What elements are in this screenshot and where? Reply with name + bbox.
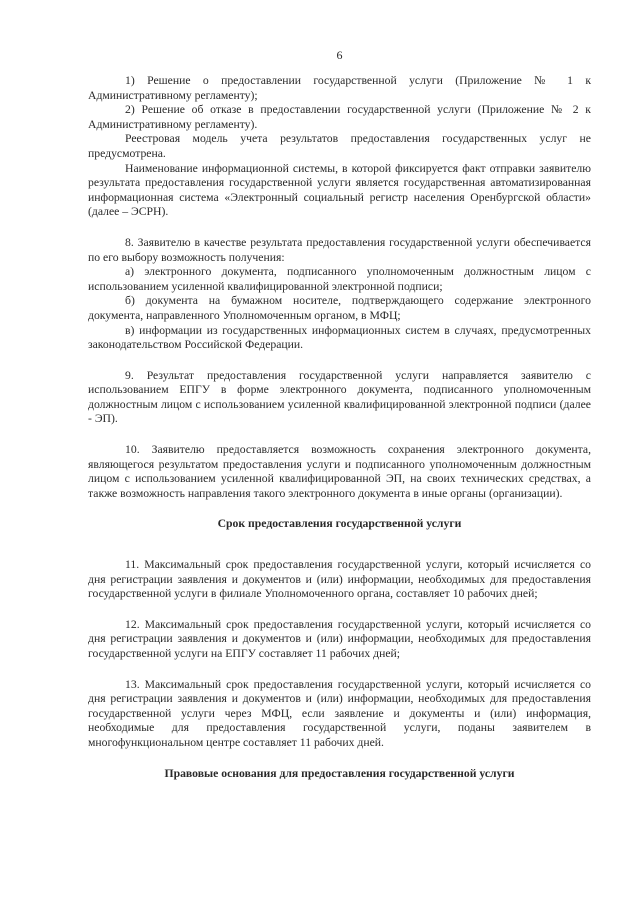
paragraph-8v: в) информации из государственных информационных систем в случаях, предусмотренных законодательством Российской Федерации.: [88, 323, 591, 352]
paragraph-9: 9. Результат предоставления государственной услуги направляется заявителю с использованием ЕПГУ в форме электронного документа, подписанного уполномоченным должностным лицом с использованием усиленной квалифицированной электронной подписи (далее - ЭП).: [88, 368, 591, 426]
paragraph-8: 8. Заявителю в качестве результата предоставления государственной услуги обеспечивается по его выбору возможность получения:: [88, 235, 591, 264]
paragraph-registry-model: Реестровая модель учета результатов предоставления государственных услуг не предусмотрена.: [88, 132, 591, 160]
paragraph-decision-refusal: 2) Решение об отказе в предоставлении государственной услуги (Приложение № 2 к Административному регламенту).: [88, 103, 591, 131]
paragraph-12: 12. Максимальный срок предоставления государственной услуги, который исчисляется со дня регистрации заявления и документов и (или) информации, необходимых для предоставления государственной услуги на ЕПГУ составляет 11 рабочих дней;: [88, 617, 591, 660]
section-heading-term: Срок предоставления государственной услуги: [217, 517, 462, 531]
page-number: 6: [336, 48, 343, 62]
paragraph-10: 10. Заявителю предоставляется возможность сохранения электронного документа, являющегося результатом предоставления услуги и подписанного уполномоченным должностным лицом с использованием усиленной квалифицированной ЭП, на своих технических средствах, а также возможность направления такого электронного документа в иные органы (организации).: [88, 443, 591, 500]
paragraph-13: 13. Максимальный срок предоставления государственной услуги, который исчисляется со дня регистрации заявления и документов и (или) информации, необходимых для предоставления государственной услуги через МФЦ, если заявление и документы и (или) информация, необходимые для предоставления государственной услуги, поданы заявителем в многофункциональном центре составляет 11 рабочих дней.: [88, 677, 591, 749]
paragraph-decision-grant: 1) Решение о предоставлении государственной услуги (Приложение № 1 к Административному регламенту);: [88, 74, 591, 102]
section-heading-legal-basis: Правовые основания для предоставления государственной услуги: [164, 766, 515, 780]
paragraph-information-system: Наименование информационной системы, в которой фиксируется факт отправки заявителю результата предоставления государственной услуги является государственная автоматизированная информационная система «Электронный социальный регистр населения Оренбургской области» (далее – ЭСРН).: [88, 161, 591, 219]
paragraph-11: 11. Максимальный срок предоставления государственной услуги, который исчисляется со дня регистрации заявления и документов и (или) информации, необходимых для предоставления государственной услуги в филиале Уполномоченного органа, составляет 10 рабочих дней;: [88, 558, 591, 601]
paragraph-8b: б) документа на бумажном носителе, подтверждающего содержание электронного документа, направленного Уполномоченным органом, в МФЦ;: [88, 294, 591, 322]
document-body: [88, 74, 591, 781]
paragraph-8a: а) электронного документа, подписанного уполномоченным должностным лицом с использованием усиленной квалифицированной электронной подписи;: [88, 265, 591, 293]
